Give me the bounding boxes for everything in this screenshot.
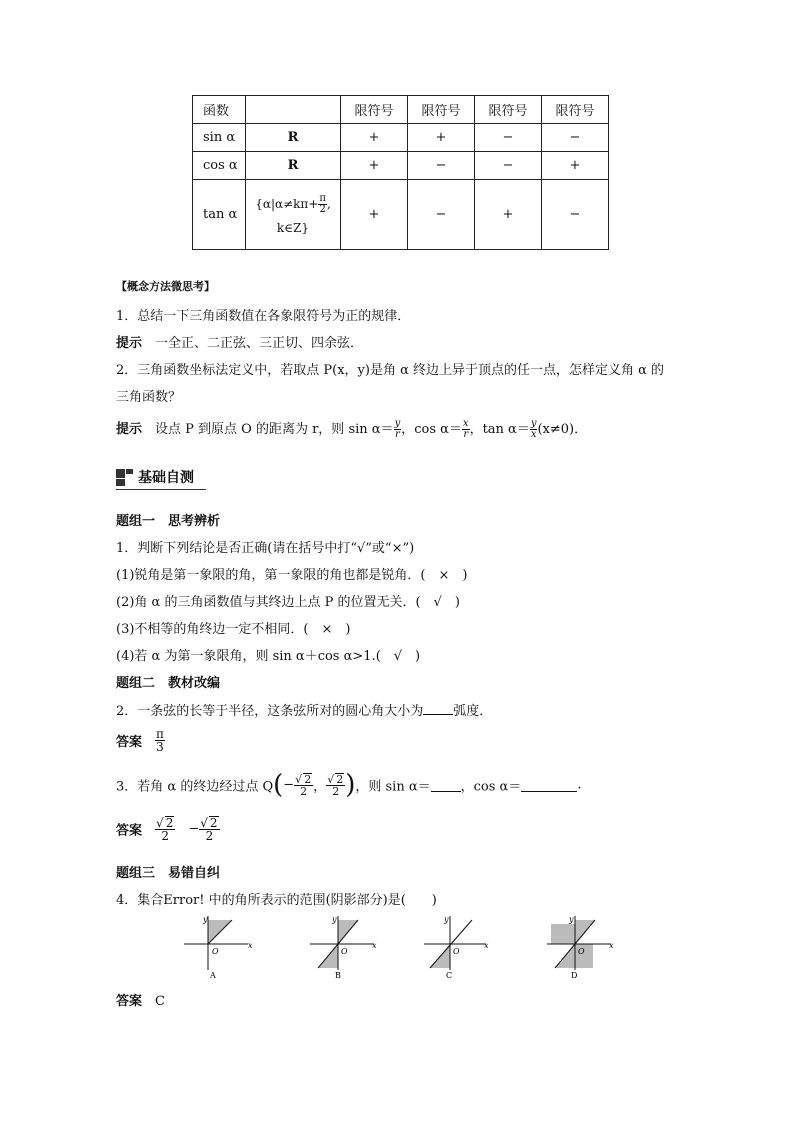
group3-ans4 (116, 990, 165, 1009)
frac-num: x (462, 418, 469, 429)
group1-item: (3)不相等的角终边一定不相同．( × ) (116, 622, 351, 637)
group2-title: 题组二 教材改编 (116, 676, 221, 691)
section-square-icon (116, 479, 125, 486)
option-label: B (335, 971, 341, 980)
sign-cell: − (475, 152, 542, 180)
table-header (246, 96, 341, 124)
frac-den: r (395, 429, 400, 440)
func-cell: sin α (193, 124, 246, 152)
frac-num: y (530, 418, 537, 429)
question-text: . (577, 777, 582, 793)
table-header: 限符号 (475, 96, 542, 124)
hint-text: (x≠0)． (537, 422, 588, 437)
domain-cell: R (246, 124, 341, 152)
axis-x-label: x (484, 941, 489, 950)
section-title: 基础自测 (138, 470, 194, 486)
frac-num: y (394, 418, 401, 429)
option-c-diagram (420, 914, 492, 980)
group2-q2 (116, 700, 492, 719)
hint-label: 提示 (116, 336, 143, 351)
sign-cell: − (408, 180, 475, 250)
domain-text: , (326, 196, 331, 211)
section-square-icon (126, 469, 133, 474)
axis-x-label: x (609, 941, 614, 950)
concept-q1: 1．总结一下三角函数值在各象限符号为正的规律． (116, 309, 411, 324)
hint-text: 设点 P 到原点 O 的距离为 r，则 sin α＝ (155, 422, 394, 437)
answer-blank (521, 779, 577, 792)
domain-cell (246, 180, 341, 250)
origin-label: O (341, 947, 348, 956)
sign-cell: + (341, 152, 408, 180)
concept-q2-line2: 三角函数？ (116, 390, 182, 405)
sign-table (192, 95, 609, 250)
domain-text: k∈Z} (276, 220, 310, 235)
sign-cell: + (408, 124, 475, 152)
group1-title: 题组一 思考辨析 (116, 514, 221, 529)
group2-ans3: 答案 $\frac{√ 2}{2}$ − $\frac{√ 2}{2}$ (116, 816, 218, 843)
frac-den: 2 (300, 785, 308, 798)
option-label: C (446, 971, 453, 980)
minus-sign: − (283, 777, 295, 793)
answer-value: C (155, 994, 165, 1009)
concept-title: 【概念方法微思考】 (116, 280, 215, 293)
answer-label: 答案 (116, 994, 143, 1009)
frac-num: π (156, 727, 164, 741)
table-row (193, 152, 609, 180)
sign-cell: − (542, 180, 609, 250)
concept-a1 (116, 332, 363, 351)
section-square-icon (116, 469, 125, 478)
frac-den: 2 (332, 785, 340, 798)
answer-label: 答案 (116, 735, 143, 750)
domain-text: {α|α≠kπ+ (255, 196, 319, 211)
frac-den: 2 (161, 829, 169, 843)
sqrt-radicand: 2 (165, 816, 174, 830)
axis-y-label: y (569, 915, 574, 924)
hint-text: ，cos α＝ (401, 422, 462, 437)
answer-blank (423, 702, 453, 715)
domain-cell: R (246, 152, 341, 180)
frac-den: 2 (205, 829, 214, 843)
group2-q3: 3．若角 α 的终边经过点 Q(− $\frac{√ 2}{2}$ ， $\frac{√ 2}{2}$ )，则 sin α＝ ，cos α＝ . (116, 770, 582, 800)
frac-den: r (463, 429, 469, 440)
origin-label: O (453, 947, 460, 956)
group1-item: (4)若 α 为第一象限角，则 sin α＋cos α>1.( √ ) (116, 649, 421, 664)
func-cell: tan α (193, 180, 246, 250)
group3-q4: 4．集合Error! 中的角所表示的范围(阴影部分)是( ) (116, 893, 437, 908)
question-text: ，则 sin α＝ (355, 779, 431, 795)
sign-cell: + (475, 180, 542, 250)
question-text: 弧度． (453, 704, 493, 719)
frac-den: x (530, 429, 537, 440)
shaded-region (551, 924, 575, 944)
answer-label: 答案 (116, 823, 143, 839)
sign-cell: + (341, 124, 408, 152)
hint-label: 提示 (116, 422, 143, 437)
section-header (116, 467, 206, 490)
axis-y-label: y (332, 915, 337, 924)
concept-q2-line1: 2．三角函数坐标法定义中，若取点 P(x，y)是角 α 终边上异于顶点的任一点，怎样定义角 α 的 (116, 363, 665, 378)
axis-y-label: y (444, 915, 449, 924)
answer-blank (431, 779, 461, 792)
option-label: A (210, 971, 216, 980)
group1-q1: 1．判断下列结论是否正确(请在括号中打“√”或“×”) (116, 541, 415, 556)
frac-den: 2 (319, 203, 326, 215)
group2-ans2 (116, 728, 165, 753)
sign-cell: + (341, 180, 408, 250)
group3-title: 题组三 易错自纠 (116, 866, 221, 881)
question-text: 3．若角 α 的终边经过点 Q (116, 779, 274, 795)
group1-item: (2)角 α 的三角函数值与其终边上点 P 的位置无关．( √ ) (116, 595, 460, 610)
axis-y-label: y (203, 915, 208, 924)
sign-cell: − (542, 124, 609, 152)
group1-item: (1)锐角是第一象限的角，第一象限的角也都是锐角．( × ) (116, 568, 468, 583)
axis-x-label: x (372, 941, 377, 950)
func-cell: cos α (193, 152, 246, 180)
hint-text: 一全正、二正弦、三正切、四余弦． (155, 336, 364, 351)
table-row (193, 180, 609, 250)
axis-x-label: x (248, 941, 253, 950)
concept-a2 (116, 418, 587, 440)
minus-sign: − (188, 821, 200, 837)
frac-den: 3 (156, 740, 164, 754)
sign-cell: − (475, 124, 542, 152)
table-header: 函数 (193, 96, 246, 124)
sqrt-radicand: 2 (304, 773, 312, 786)
question-text: 2．一条弦的长等于半径，这条弦所对的圆心角大小为 (116, 704, 424, 719)
origin-label: O (212, 947, 219, 956)
sign-cell: − (408, 152, 475, 180)
option-b-diagram (308, 914, 380, 980)
frac-num: π (319, 192, 326, 204)
option-label: D (571, 971, 578, 980)
table-row (193, 124, 609, 152)
table-header: 限符号 (341, 96, 408, 124)
sign-cell: + (542, 152, 609, 180)
sqrt-radicand: 2 (209, 816, 218, 830)
question-text: ，cos α＝ (460, 779, 522, 795)
hint-text: ，tan α＝ (469, 422, 530, 437)
table-header: 限符号 (542, 96, 609, 124)
sqrt-radicand: 2 (336, 773, 344, 786)
table-header: 限符号 (408, 96, 475, 124)
origin-label: O (578, 947, 585, 956)
option-d-diagram (545, 914, 617, 980)
option-a-diagram (182, 914, 254, 980)
